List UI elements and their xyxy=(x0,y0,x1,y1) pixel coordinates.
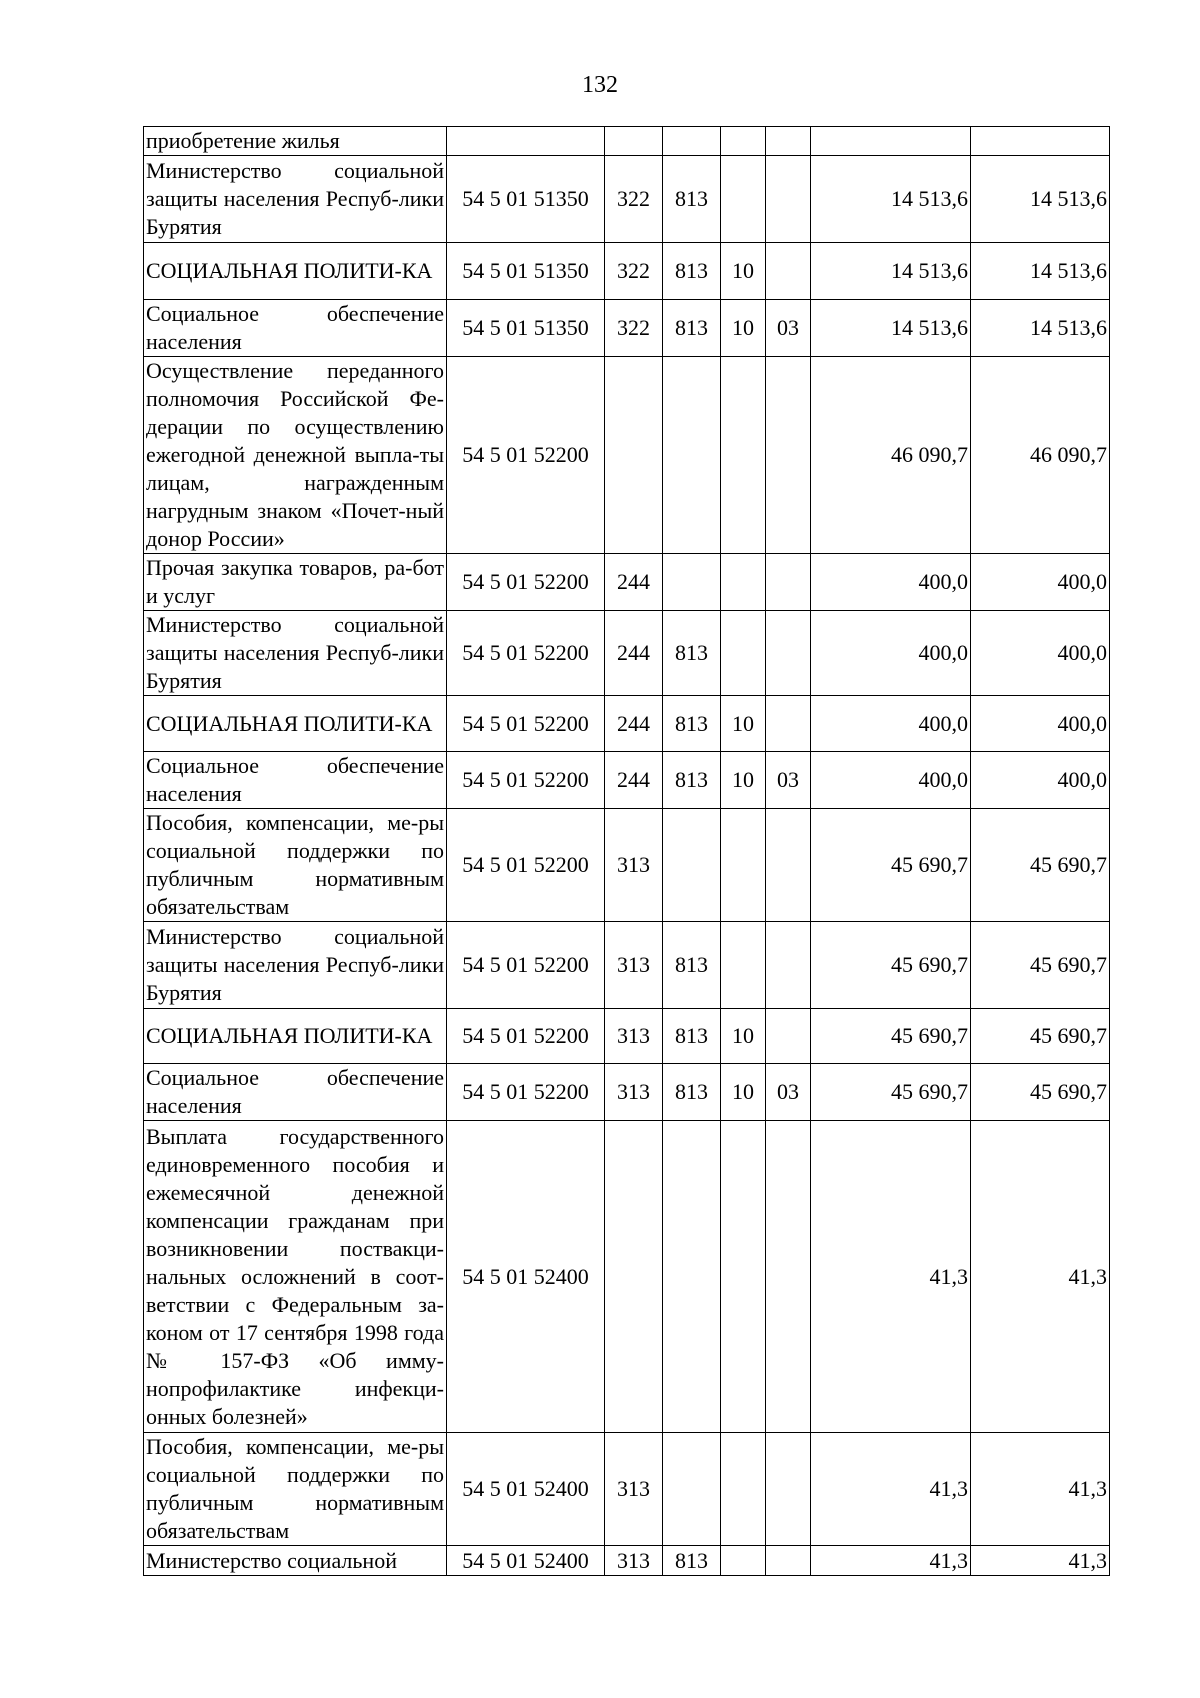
row-name-cell: Социальное обеспечение населения xyxy=(144,1064,447,1121)
ministry-code-cell xyxy=(663,127,721,156)
row-name-cell: СОЦИАЛЬНАЯ ПОЛИТИ-КА xyxy=(144,696,447,752)
table-row xyxy=(144,1433,1110,1546)
amount-year-2-cell: 41,3 xyxy=(971,1546,1110,1576)
subsection-cell xyxy=(766,357,811,554)
amount-year-1-cell: 45 690,7 xyxy=(811,1064,971,1121)
subsection-cell xyxy=(766,696,811,752)
amount-year-2-cell: 400,0 xyxy=(971,554,1110,611)
section-cell xyxy=(721,357,766,554)
target-code-cell: 54 5 01 52400 xyxy=(447,1546,605,1576)
section-cell xyxy=(721,809,766,922)
section-cell xyxy=(721,1546,766,1576)
target-code-cell: 54 5 01 52200 xyxy=(447,1064,605,1121)
row-name-cell: Социальное обеспечение населения xyxy=(144,752,447,809)
ministry-code-cell xyxy=(663,809,721,922)
subsection-cell xyxy=(766,243,811,300)
table-row xyxy=(144,1546,1110,1576)
section-cell: 10 xyxy=(721,1064,766,1121)
section-cell xyxy=(721,1121,766,1433)
amount-year-2-cell: 400,0 xyxy=(971,752,1110,809)
amount-year-2-cell: 14 513,6 xyxy=(971,156,1110,243)
section-cell: 10 xyxy=(721,696,766,752)
ministry-code-cell: 813 xyxy=(663,611,721,696)
ministry-code-cell: 813 xyxy=(663,1546,721,1576)
expense-type-cell: 313 xyxy=(605,1546,663,1576)
table-row xyxy=(144,696,1110,752)
amount-year-1-cell: 45 690,7 xyxy=(811,1009,971,1064)
row-name-cell: Пособия, компенсации, ме-ры социальной поддержки по публичным нормативным обязательствам xyxy=(144,809,447,922)
row-name-cell: Министерство социальной защиты населения Респуб-лики Бурятия xyxy=(144,156,447,243)
table-row xyxy=(144,243,1110,300)
amount-year-1-cell: 41,3 xyxy=(811,1546,971,1576)
section-cell: 10 xyxy=(721,752,766,809)
amount-year-2-cell: 45 690,7 xyxy=(971,1064,1110,1121)
expense-type-cell: 244 xyxy=(605,554,663,611)
amount-year-1-cell: 14 513,6 xyxy=(811,156,971,243)
subsection-cell xyxy=(766,809,811,922)
ministry-code-cell: 813 xyxy=(663,922,721,1009)
target-code-cell: 54 5 01 52400 xyxy=(447,1121,605,1433)
table-body xyxy=(144,127,1110,1576)
expense-type-cell: 244 xyxy=(605,696,663,752)
subsection-cell xyxy=(766,127,811,156)
amount-year-1-cell: 400,0 xyxy=(811,611,971,696)
row-name-cell: Социальное обеспечение населения xyxy=(144,300,447,357)
section-cell xyxy=(721,1433,766,1546)
table-row xyxy=(144,300,1110,357)
expense-type-cell: 244 xyxy=(605,611,663,696)
subsection-cell xyxy=(766,554,811,611)
amount-year-2-cell: 46 090,7 xyxy=(971,357,1110,554)
amount-year-1-cell: 41,3 xyxy=(811,1121,971,1433)
target-code-cell: 54 5 01 52200 xyxy=(447,1009,605,1064)
row-name-cell: Выплата государственного единовременного пособия и ежемесячной денежной компенсации гражданам при возникновении поствакци-нальных осложнений в соот-ветствии с Федеральным за-коном от 17 сентября 1998 года № 157-ФЗ «Об имму-нопрофилактике инфекци-онных болезней» xyxy=(144,1121,447,1433)
target-code-cell: 54 5 01 52200 xyxy=(447,696,605,752)
amount-year-2-cell: 14 513,6 xyxy=(971,300,1110,357)
section-cell: 10 xyxy=(721,300,766,357)
amount-year-1-cell: 400,0 xyxy=(811,696,971,752)
amount-year-1-cell: 45 690,7 xyxy=(811,809,971,922)
ministry-code-cell: 813 xyxy=(663,696,721,752)
target-code-cell: 54 5 01 51350 xyxy=(447,243,605,300)
subsection-cell: 03 xyxy=(766,1064,811,1121)
section-cell xyxy=(721,922,766,1009)
row-name-cell: приобретение жилья xyxy=(144,127,447,156)
row-name-cell: Осуществление переданного полномочия Российской Фе-дерации по осуществлению ежегодной денежной выпла-ты лицам, награжденным нагрудным знаком «Почет-ный донор России» xyxy=(144,357,447,554)
amount-year-1-cell: 45 690,7 xyxy=(811,922,971,1009)
table-row xyxy=(144,357,1110,554)
amount-year-1-cell xyxy=(811,127,971,156)
amount-year-1-cell: 400,0 xyxy=(811,554,971,611)
target-code-cell: 54 5 01 52200 xyxy=(447,922,605,1009)
budget-table xyxy=(143,126,1110,1576)
ministry-code-cell: 813 xyxy=(663,243,721,300)
target-code-cell: 54 5 01 51350 xyxy=(447,156,605,243)
section-cell xyxy=(721,611,766,696)
section-cell: 10 xyxy=(721,1009,766,1064)
row-name-cell: Министерство социальной защиты населения Респуб-лики Бурятия xyxy=(144,611,447,696)
expense-type-cell: 322 xyxy=(605,300,663,357)
subsection-cell xyxy=(766,922,811,1009)
expense-type-cell xyxy=(605,1121,663,1433)
subsection-cell xyxy=(766,156,811,243)
table-row xyxy=(144,156,1110,243)
target-code-cell: 54 5 01 52200 xyxy=(447,752,605,809)
row-name-cell: Пособия, компенсации, ме-ры социальной поддержки по публичным нормативным обязательствам xyxy=(144,1433,447,1546)
expense-type-cell: 313 xyxy=(605,1433,663,1546)
section-cell xyxy=(721,156,766,243)
table-row xyxy=(144,611,1110,696)
row-name-cell: СОЦИАЛЬНАЯ ПОЛИТИ-КА xyxy=(144,1009,447,1064)
table-row xyxy=(144,809,1110,922)
row-name-cell: Прочая закупка товаров, ра-бот и услуг xyxy=(144,554,447,611)
ministry-code-cell: 813 xyxy=(663,1064,721,1121)
amount-year-1-cell: 400,0 xyxy=(811,752,971,809)
expense-type-cell: 322 xyxy=(605,243,663,300)
page-number: 132 xyxy=(582,72,618,98)
expense-type-cell: 313 xyxy=(605,1064,663,1121)
table-row xyxy=(144,1121,1110,1433)
table-row xyxy=(144,554,1110,611)
amount-year-1-cell: 46 090,7 xyxy=(811,357,971,554)
amount-year-2-cell: 400,0 xyxy=(971,696,1110,752)
target-code-cell: 54 5 01 52400 xyxy=(447,1433,605,1546)
amount-year-2-cell: 41,3 xyxy=(971,1121,1110,1433)
amount-year-2-cell xyxy=(971,127,1110,156)
target-code-cell xyxy=(447,127,605,156)
target-code-cell: 54 5 01 52200 xyxy=(447,357,605,554)
amount-year-1-cell: 41,3 xyxy=(811,1433,971,1546)
ministry-code-cell xyxy=(663,1121,721,1433)
ministry-code-cell: 813 xyxy=(663,156,721,243)
amount-year-2-cell: 14 513,6 xyxy=(971,243,1110,300)
row-name-cell: Министерство социальной xyxy=(144,1546,447,1576)
amount-year-2-cell: 41,3 xyxy=(971,1433,1110,1546)
amount-year-2-cell: 400,0 xyxy=(971,611,1110,696)
expense-type-cell: 313 xyxy=(605,922,663,1009)
target-code-cell: 54 5 01 52200 xyxy=(447,611,605,696)
expense-type-cell xyxy=(605,357,663,554)
subsection-cell xyxy=(766,611,811,696)
amount-year-2-cell: 45 690,7 xyxy=(971,809,1110,922)
row-name-cell: Министерство социальной защиты населения Респуб-лики Бурятия xyxy=(144,922,447,1009)
subsection-cell xyxy=(766,1121,811,1433)
amount-year-2-cell: 45 690,7 xyxy=(971,922,1110,1009)
ministry-code-cell: 813 xyxy=(663,1009,721,1064)
subsection-cell: 03 xyxy=(766,752,811,809)
ministry-code-cell xyxy=(663,554,721,611)
subsection-cell: 03 xyxy=(766,300,811,357)
ministry-code-cell: 813 xyxy=(663,752,721,809)
expense-type-cell: 313 xyxy=(605,809,663,922)
table-row xyxy=(144,922,1110,1009)
section-cell: 10 xyxy=(721,243,766,300)
subsection-cell xyxy=(766,1433,811,1546)
expense-type-cell: 244 xyxy=(605,752,663,809)
expense-type-cell xyxy=(605,127,663,156)
table-row xyxy=(144,1064,1110,1121)
table-row xyxy=(144,752,1110,809)
target-code-cell: 54 5 01 52200 xyxy=(447,554,605,611)
subsection-cell xyxy=(766,1009,811,1064)
amount-year-1-cell: 14 513,6 xyxy=(811,243,971,300)
section-cell xyxy=(721,554,766,611)
expense-type-cell: 322 xyxy=(605,156,663,243)
amount-year-2-cell: 45 690,7 xyxy=(971,1009,1110,1064)
subsection-cell xyxy=(766,1546,811,1576)
expense-type-cell: 313 xyxy=(605,1009,663,1064)
target-code-cell: 54 5 01 51350 xyxy=(447,300,605,357)
ministry-code-cell: 813 xyxy=(663,300,721,357)
ministry-code-cell xyxy=(663,1433,721,1546)
table-row xyxy=(144,127,1110,156)
section-cell xyxy=(721,127,766,156)
table-row xyxy=(144,1009,1110,1064)
target-code-cell: 54 5 01 52200 xyxy=(447,809,605,922)
ministry-code-cell xyxy=(663,357,721,554)
row-name-cell: СОЦИАЛЬНАЯ ПОЛИТИ-КА xyxy=(144,243,447,300)
amount-year-1-cell: 14 513,6 xyxy=(811,300,971,357)
